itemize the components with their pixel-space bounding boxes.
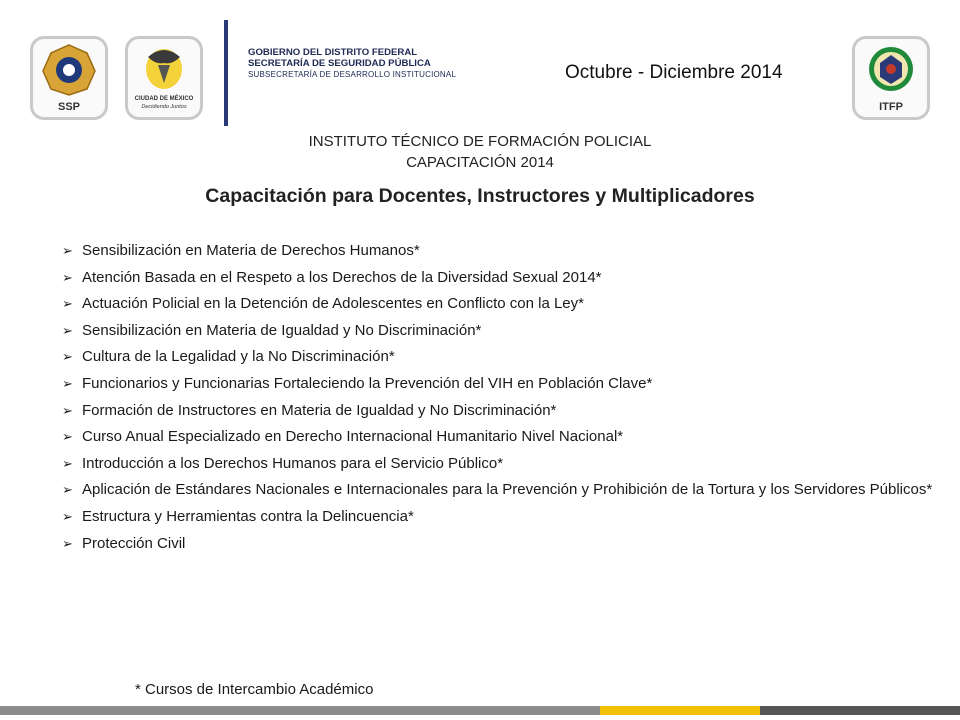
arrow-bullet-icon: ➢ (62, 375, 73, 391)
gov-line-2: SECRETARÍA DE SEGURIDAD PÚBLICA (248, 58, 431, 69)
logo-right-text: ITFP (879, 101, 903, 113)
list-item (62, 375, 942, 393)
course-label: Cultura de la Legalidad y la No Discriminación* (82, 348, 395, 366)
course-label: Actuación Policial en la Detención de Adolescentes en Conflicto con la Ley* (82, 295, 584, 313)
logo-left-text: SSP (57, 101, 81, 113)
arrow-bullet-icon: ➢ (62, 322, 73, 338)
list-item (62, 428, 942, 446)
course-label: Sensibilización en Materia de Igualdad y No Discriminación* (82, 321, 482, 339)
arrow-bullet-icon: ➢ (62, 349, 73, 365)
arrow-bullet-icon: ➢ (62, 269, 73, 285)
footer-bar (0, 706, 960, 715)
cdmx-logo (125, 36, 203, 120)
course-label: Protección Civil (82, 534, 186, 552)
list-item (62, 269, 942, 287)
period-label: Octubre - Diciembre 2014 (565, 62, 783, 83)
course-list (62, 242, 942, 561)
logo-mid-sub: Decidiendo Juntos (141, 104, 187, 110)
institute-name: INSTITUTO TÉCNICO DE FORMACIÓN POLICIAL (308, 133, 652, 150)
program-name: CAPACITACIÓN 2014 (406, 154, 554, 171)
footer-bar-gray (0, 706, 600, 715)
arrow-bullet-icon: ➢ (62, 243, 73, 258)
list-item (62, 295, 942, 313)
course-label: Funcionarios y Funcionarias Fortaleciendo la Prevención del VIH en Población Clave* (82, 374, 653, 392)
footnote: * Cursos de Intercambio Académico (135, 681, 374, 698)
course-label: Curso Anual Especializado en Derecho Internacional Humanitario Nivel Nacional* (82, 428, 624, 446)
ssp-logo (30, 36, 108, 120)
course-label: Introducción a los Derechos Humanos para el Servicio Público* (82, 454, 504, 472)
list-item (62, 322, 942, 340)
course-label: Estructura y Herramientas contra la Delincuencia* (82, 507, 414, 525)
course-label: Sensibilización en Materia de Derechos Humanos* (82, 242, 420, 259)
list-item (62, 348, 942, 366)
list-item (62, 242, 942, 260)
gov-line-3: SUBSECRETARÍA DE DESARROLLO INSTITUCIONAL (248, 70, 457, 79)
course-label: Aplicación de Estándares Nacionales e Internacionales para la Prevención y Prohibición de la Tortura y los Servidores Públicos* (82, 481, 933, 499)
itfp-logo (852, 36, 930, 120)
list-item (62, 481, 942, 499)
arrow-bullet-icon: ➢ (62, 455, 73, 471)
list-item (62, 508, 942, 526)
gov-line-1: GOBIERNO DEL DISTRITO FEDERAL (248, 47, 418, 58)
government-heading (248, 47, 456, 80)
logo-mid-text: CIUDAD DE MÉXICO (134, 96, 194, 102)
list-item (62, 535, 942, 553)
arrow-bullet-icon: ➢ (62, 508, 73, 524)
footer-bar-yellow (600, 706, 760, 715)
footer-bar-dark (760, 706, 960, 715)
list-item (62, 455, 942, 473)
course-label: Formación de Instructores en Materia de Igualdad y No Discriminación* (82, 401, 557, 419)
header-divider (224, 20, 228, 126)
list-item (62, 402, 942, 420)
arrow-bullet-icon: ➢ (62, 482, 73, 498)
arrow-bullet-icon: ➢ (62, 429, 73, 445)
arrow-bullet-icon: ➢ (62, 535, 73, 551)
arrow-bullet-icon: ➢ (62, 296, 73, 312)
arrow-bullet-icon: ➢ (62, 402, 73, 418)
page-title: Capacitación para Docentes, Instructores y Multiplicadores (205, 185, 755, 207)
course-label: Atención Basada en el Respeto a los Derechos de la Diversidad Sexual 2014* (82, 268, 602, 286)
